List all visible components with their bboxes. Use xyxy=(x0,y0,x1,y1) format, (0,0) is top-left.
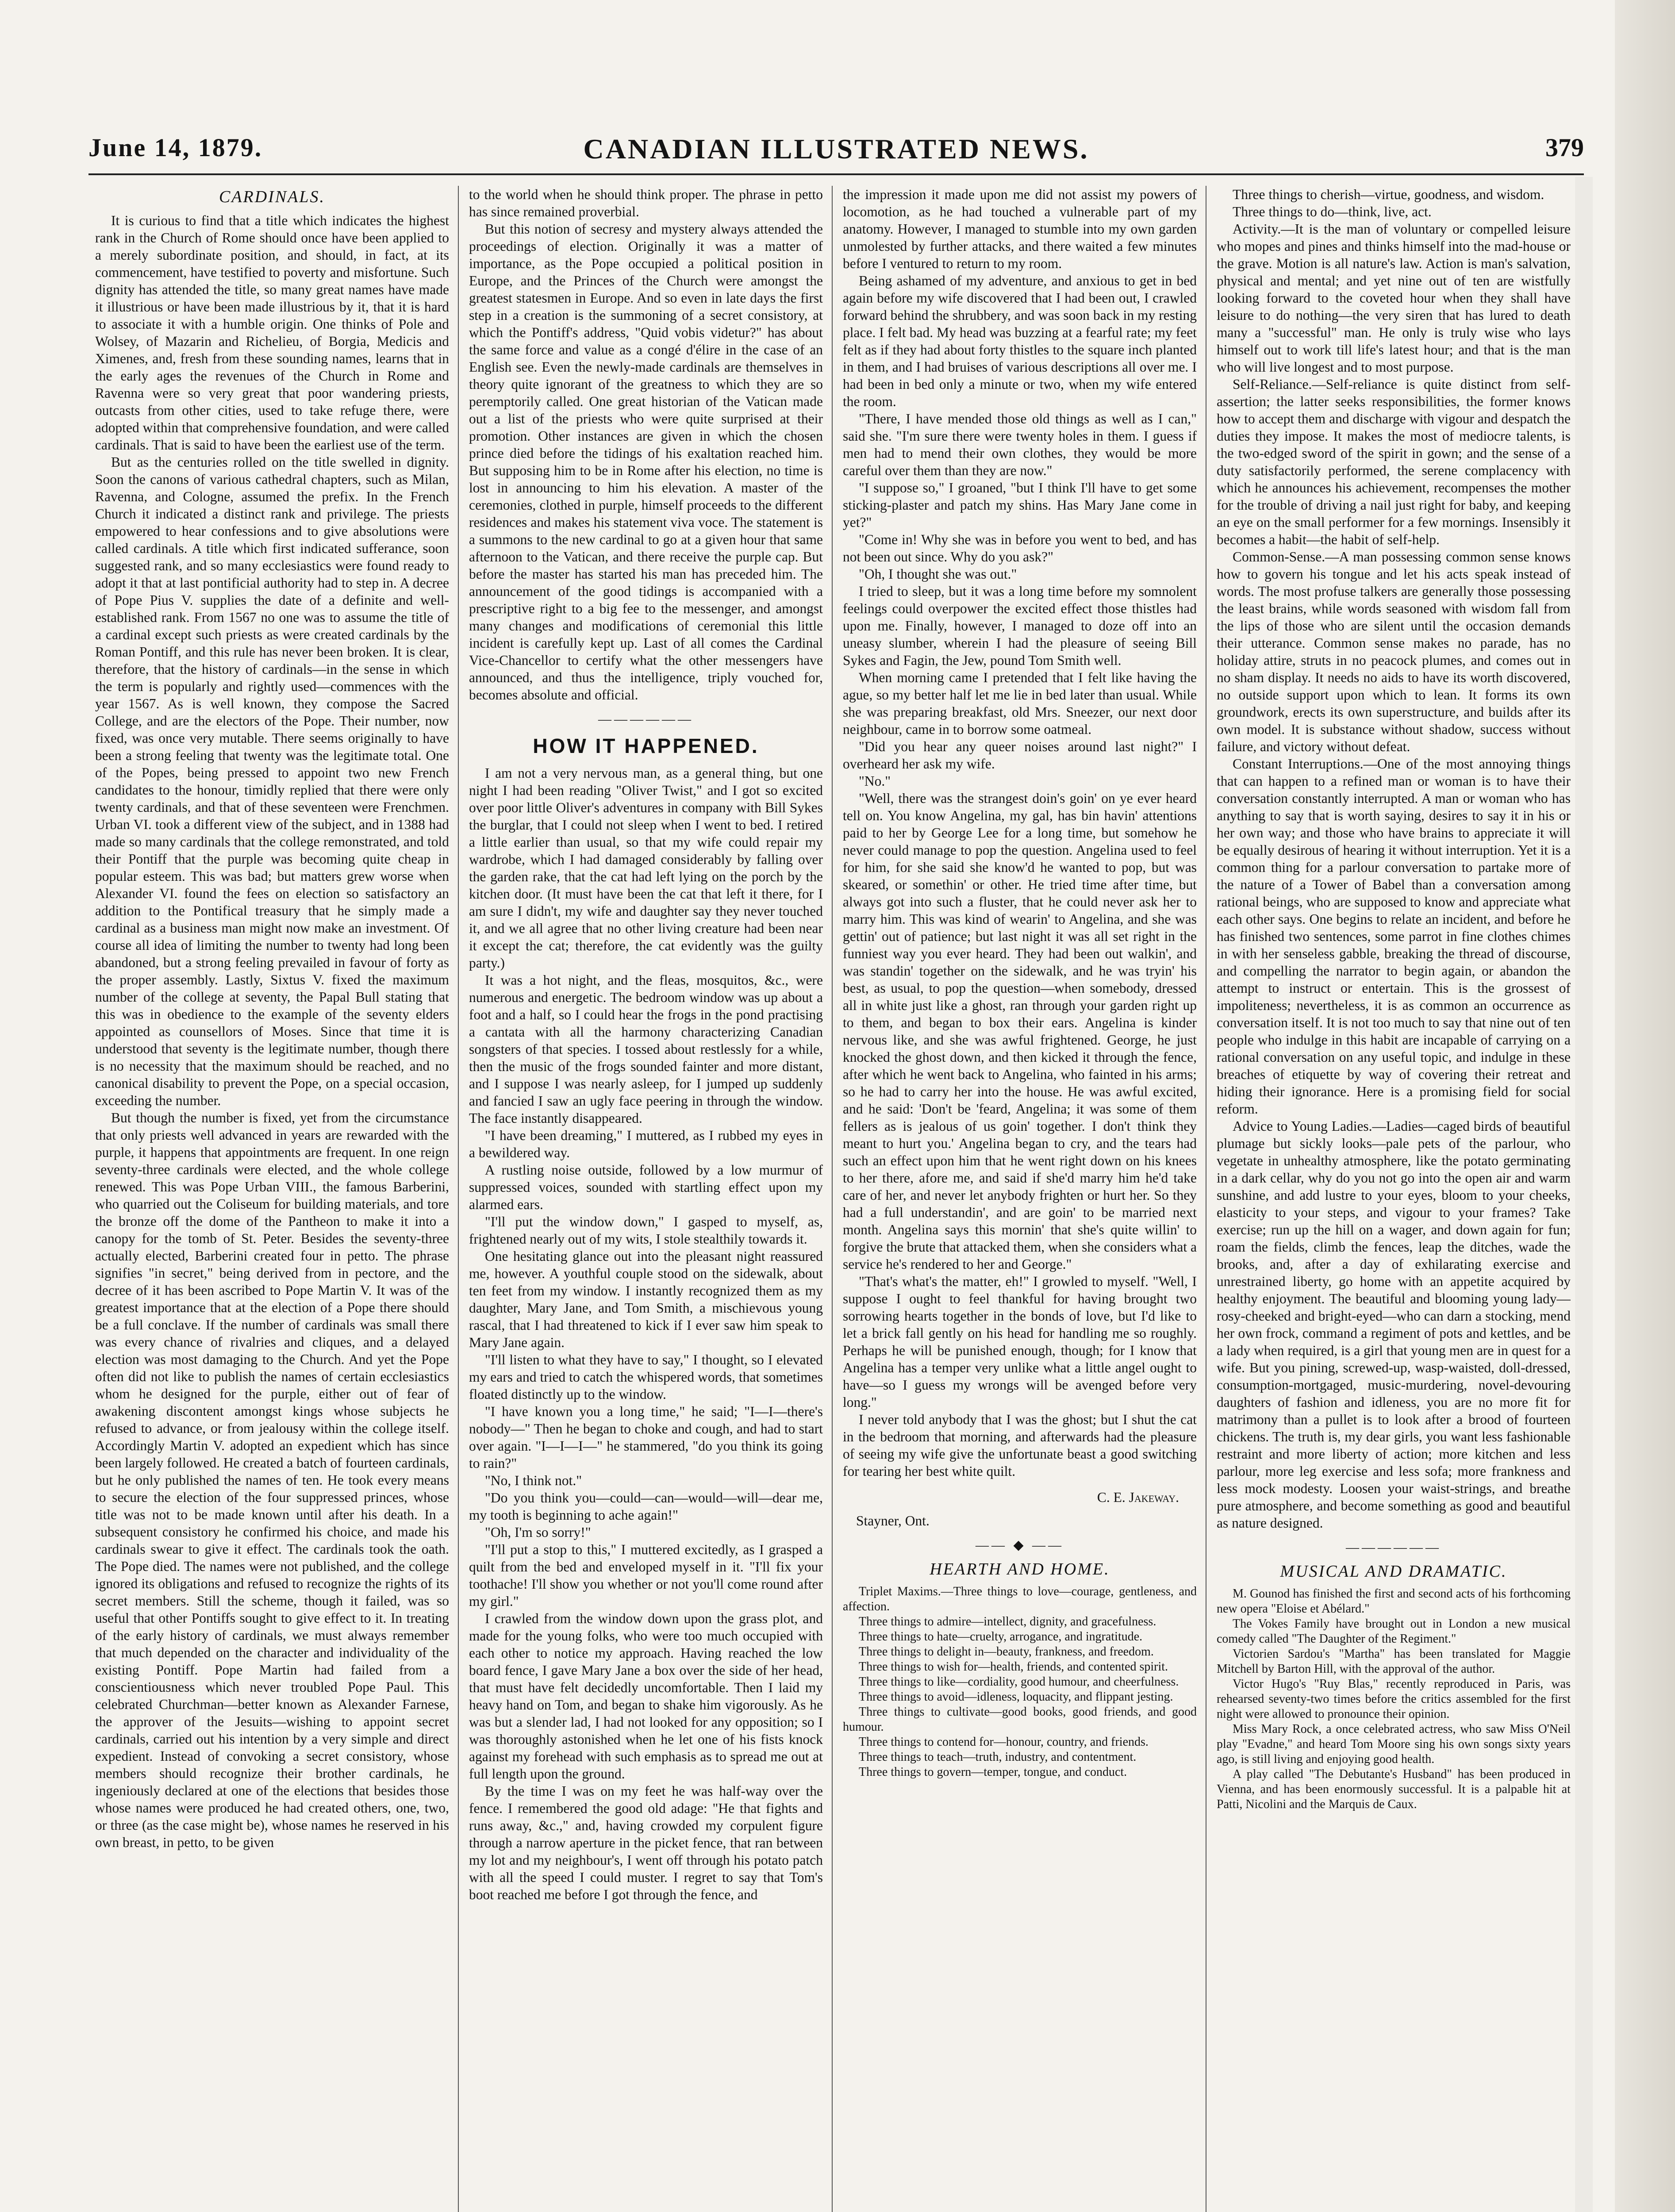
news-item: M. Gounod has finished the first and second acts of his forthcoming new opera "Eloise et Abélard." xyxy=(1217,1587,1571,1616)
maxim-paragraph: Three things to govern—temper, tongue, and conduct. xyxy=(859,1765,1127,1779)
story-paragraph: "I have known you a long time," he said; "I—I—there's nobody—" Then he began to choke and cough, and had to start over again. "I—I—I—" he stammered, "do you think its going to rain?" xyxy=(469,1404,823,1471)
advice-paragraph: Advice to Young Ladies.—Ladies—caged birds of beautiful plumage but sickly looks—pale pets of the parlour, who vegetate in unhealthy atmosphere, like the potato germinating in a dark cellar, why do you not go into the open air and warm sunshine, and add lustre to your eyes, bloom to your cheeks, elasticity to your steps, and vigour to your frames? Take exercise; run up the hill on a wager, and down again for fun; roam the fields, climb the fences, leap the ditches, wade the brooks, and, after a day of exhilarating exercise and unrestrained liberty, go home with an appetite acquired by healthy enjoyment. The beautiful and blooming young lady—rosy-cheeked and bright-eyed—who can darn a stocking, mend her own frock, command a regiment of pots and kettles, and be a lady when required, is a girl that young men are in quest for a wife. But you pining, screwed-up, wasp-waisted, doll-dressed, consumption-mortgaged, music-murdering, novel-devouring daughters of fashion and idleness, you are no more fit for matrimony than a pullet is to look after a brood of fourteen chickens. The truth is, my dear girls, you want less fashionable restraint and more liberty of action; more kitchen and less parlour, more leg exercise and less sofa; more frankness and less mock modesty. Loosen your waist-strings, and breathe pure atmosphere, and become something as good and beautiful as nature designed. xyxy=(1217,1118,1571,1531)
story-paragraph: "No, I think not." xyxy=(485,1473,582,1488)
story-paragraph: Being ashamed of my adventure, and anxious to get in bed again before my wife discovered that I had been out, I crawled forward behind the shrubbery, and was soon back in my resting place. I felt bad. My head was buzzing at a fearful rate; my feet felt as if they had about forty thistles to the square inch planted in them, and I had bruises of various descriptions all over me. I had been in bed only a minute or two, when my wife entered the room. xyxy=(843,273,1197,409)
story-paragraph: One hesitating glance out into the pleasant night reassured me, however. A youthful couple stood on the sidewalk, about ten feet from my window. I instantly recognized them as my daughter, Mary Jane, and Tom Smith, a mischievous young rascal, that I had threatened to kick if I ever saw him speak to Mary Jane again. xyxy=(469,1248,823,1350)
author-place: Stayner, Ont. xyxy=(856,1513,930,1528)
maxim-paragraph: Three things to like—cordiality, good humour, and cheerfulness. xyxy=(859,1675,1179,1689)
separator-ornament: —————— xyxy=(1346,1540,1441,1555)
article-paragraph: to the world when he should think proper. The phrase in petto has since remained proverbial. xyxy=(469,187,823,219)
story-paragraph: I am not a very nervous man, as a general thing, but one night I had been reading "Oliver Twist," and I got so excited over poor little Oliver's adventures in company with Bill Sykes the burglar, that I could not sleep when I went to bed. I retired a little earlier than usual, so that my wife could repair my wardrobe, which I had damaged considerably by falling over the garden rake, that the cat had left lying on the porch by the kitchen door. (It must have been the cat that left it there, for I am sure I didn't, my wife and daughter say they never touched it, and we all agree that no other living creature had been near it except the cat; therefore, the cat evidently was the guilty party.) xyxy=(469,765,823,971)
maxim-paragraph: Three things to wish for—health, friends, and contented spirit. xyxy=(859,1660,1168,1674)
masthead xyxy=(88,133,1584,168)
news-item: The Vokes Family have brought out in London a new musical comedy called "The Daughter of the Regiment." xyxy=(1217,1617,1571,1646)
news-item: A play called "The Debutante's Husband" has been produced in Vienna, and has been enormously successful. It is a palpable hit at Patti, Nicolini and the Marquis de Caux. xyxy=(1217,1767,1571,1811)
maxim-paragraph: Three things to hate—cruelty, arrogance, and ingratitude. xyxy=(859,1630,1143,1644)
story-paragraph: "No." xyxy=(859,773,891,789)
story-paragraph: It was a hot night, and the fleas, mosquitos, &c., were numerous and energetic. The bedroom window was up about a foot and a half, so I could hear the frogs in the pond practising a cantata with all the harmony characterizing Canadian songsters of that species. I tossed about restlessly for a while, then the music of the frogs sounded fainter and more distant, and I suppose I was nearly asleep, for I jumped up suddenly and fancied I saw an ugly face peering in through the window. The face instantly disappeared. xyxy=(469,972,823,1126)
maxim-paragraph: Three things to cherish—virtue, goodness, and wisdom. xyxy=(1233,187,1544,202)
page-number: 379 xyxy=(1545,133,1584,162)
story-paragraph: "I'll put a stop to this," I muttered excitedly, as I grasped a quilt from the bed and enveloped myself in it. "I'll fix your toothache! I'll show you whether or not you'll come round after my girl." xyxy=(469,1542,823,1609)
issue-date: June 14, 1879. xyxy=(88,133,263,162)
news-item: Victor Hugo's "Ruy Blas," recently reproduced in Paris, was rehearsed seventy-two times before the critics assembled for the first night were allowed to pronounce their opinion. xyxy=(1217,1677,1571,1721)
news-item: Miss Mary Rock, a once celebrated actress, who saw Miss O'Neil play "Evadne," and heard Tom Moore sing his own songs sixty years ago, is still living and enjoying good health. xyxy=(1217,1722,1571,1766)
maxim-paragraph: Triplet Maxims.—Three things to love—courage, gentleness, and affection. xyxy=(843,1585,1197,1613)
article-paragraph: But though the number is fixed, yet from the circumstance that only priests well advanced in years are rewarded with the purple, it happens that appointments are frequent. In one reign seventy-three cardinals were elected, and the whole college renewed. This was Pope Urban VIII., the famous Barberini, who quarried out the Coliseum for building materials, and tore the bronze off the dome of the Pantheon to make it into a canopy for the tomb of St. Peter. Besides the seventy-three actually elected, Barberini created four in petto. The phrase signifies "in secret," being derived from in pectore, and the decree of it has been ascribed to Pope Martin V. It was of the greatest importance that at the election of a Pope there should be a full conclave. If the number of cardinals was small there was every chance of rivalries and cliques, and a delayed election was most damaging to the Church. And yet the Pope often did not like to publish the names of certain ecclesiastics whom he designed for the purple, either out of fear of awakening discontent amongst kings whose subjects he refused to advance, or from jealousy within the college itself. Accordingly Martin V. adopted an expedient which has since been largely followed. He created a batch of fourteen cardinals, but he only published the names of ten. He took every means to secure the election of the four suppressed princes, whose title was not to be made known until after his death. In a subsequent consistory he confirmed his choice, and made his cardinals swear to give it effect. The cardinals took the oath. The Pope died. The names were not published, and the college ignored its obligations and refused to recognize the rights of its secret members. Still the scheme, though it failed, was so useful that other Pontiffs sought to give effect to it. In treating of the early history of cardinals, we must always remember that much depended on the character and individuality of the existing Pontiff. Pope Martin had failed from a conscientiousness which never troubled Pope Paul. This celebrated Churchman—better known as Alexander Farnese, the approver of the Jesuits—wishing to appoint secret cardinals, carried out his intention by a very simple and direct expedient. Instead of convoking a secret consistory, whose members should recognize their brother cardinals, he ingeniously declared at one of the elections that besides those whose names were produced he had created others, one, two, or three (as the case might be), whose names he reserved in his own breast, in petto, to be given xyxy=(95,1110,449,1850)
story-paragraph: "Oh, I'm so sorry!" xyxy=(485,1525,591,1540)
story-paragraph: I tried to sleep, but it was a long time before my somnolent feelings could overpower the excited effect those thistles had upon me. Finally, however, I managed to doze off into an uneasy slumber, wherein I had the pleasure of seeing Bill Sykes and Fagin, the Jew, pound Tom Smith well. xyxy=(843,584,1197,668)
common-sense-paragraph: Common-Sense.—A man possessing common sense knows how to govern his tongue and let his acts speak instead of words. The most profuse talkers are generally those possessing the least brains, while words seasoned with wisdom fall from the lips of those who are silent until the occasion demands their utterance. Common sense makes no parade, has no holiday attire, struts in no peacock plumes, and comes out in no sham display. It needs no aids to have its worth discovered, no outside support upon which to lean. It forms its own groundwork, erects its own superstructure, and builds after its own model. It is substance without shadow, success without failure, and victory without defeat. xyxy=(1217,549,1571,754)
story-paragraph: "Do you think you—could—can—would—will—dear me, my tooth is beginning to ache again!" xyxy=(469,1490,823,1523)
story-paragraph: A rustling noise outside, followed by a low murmur of suppressed voices, sounded with startling effect upon my alarmed ears. xyxy=(469,1162,823,1212)
maxim-paragraph: Three things to cultivate—good books, good friends, and good humour. xyxy=(843,1705,1197,1734)
cardinals-heading: CARDINALS. xyxy=(219,188,326,206)
column-2 xyxy=(469,186,823,2212)
column-3 xyxy=(843,186,1197,2212)
news-item: Victorien Sardou's "Martha" has been translated for Maggie Mitchell by Barton Hill, with the approval of the author. xyxy=(1217,1647,1571,1676)
story-paragraph: "Did you hear any queer noises around last night?" I overheard her ask my wife. xyxy=(843,739,1197,772)
maxim-paragraph: Three things to avoid—idleness, loquacity, and flippant jesting. xyxy=(859,1690,1173,1704)
separator-rule: —————— xyxy=(598,712,694,726)
article-paragraph: But as the centuries rolled on the title swelled in dignity. Soon the canons of various cathedral chapters, such as Milan, Ravenna, and Cologne, assumed the prefix. In the French Church it indicated a distinct rank and privilege. The priests empowered to hear confessions and to give absolutions were called cardinals. A title which first indicated sufferance, soon suggested rank, and so many ecclesiastics were found ready to adopt it that at last pontificial authority had to step in. A decree of Pope Pius V. supplies the date of a definite and well-established rank. From 1567 no one was to assume the title of a cardinal except such priests as were created cardinals by the Roman Pontiff, and this rule has never been broken. It is clear, therefore, that the history of cardinals—in the sense in which the term is popularly and rightly used—commences with the year 1567. As is well known, they compose the Sacred College, and are the electors of the Pope. Their number, now fixed, was once very mutable. There seems originally to have been a strong feeling that twenty was the legitimate total. One of the Popes, being pressed to appoint two new French candidates to the honour, timidly replied that there were only twenty cardinals, and that of these seventeen were Frenchmen. Urban VI. took a different view of the subject, and in 1388 had made so many cardinals that the college remonstrated, and told their Pontiff that the purple was becoming quite cheap in popular esteem. This was bad; but matters grew worse when Alexander VI. found the fees on election so satisfactory an addition to the Pontifical treasury that he simply made a cardinal as a business man might now make an investment. Of course all idea of limiting the number to twenty had long been abandoned, but a strong feeling prevailed in favour of forty as the proper assembly. Lastly, Sixtus V. fixed the maximum number of the college at seventy, the Papal Bull stating that this was in obedience to the example of the seventy elders appointed as counsellors of Moses. Since that time it is understood that seventy is the legitimate number, though there is no necessity that the maximum should be reached, and no canonical disability to prevent the Pope, on a special occasion, exceeding the number. xyxy=(95,454,449,1108)
masthead-rule xyxy=(88,173,1584,175)
story-paragraph: "Oh, I thought she was out." xyxy=(859,566,1017,582)
column-divider xyxy=(458,186,459,2212)
page-gutter-shadow xyxy=(1575,177,1593,2212)
separator-ornament: —— ◆ —— xyxy=(975,1538,1064,1552)
maxim-paragraph: Three things to teach—truth, industry, and contentment. xyxy=(859,1750,1137,1764)
maxim-paragraph: Three things to admire—intellect, dignity, and gracefulness. xyxy=(859,1615,1156,1628)
story-paragraph: "I'll listen to what they have to say," I thought, so I elevated my ears and tried to catch the whispered words, that sometimes floated distinctly up to the window. xyxy=(469,1352,823,1402)
maxim-paragraph: Three things to do—think, live, act. xyxy=(1233,204,1432,219)
how-it-happened-heading: HOW IT HAPPENED. xyxy=(533,734,759,757)
story-paragraph: the impression it made upon me did not assist my powers of locomotion, as he had touched a vulnerable part of my anatomy. However, I managed to stumble into my own garden unmolested by further attacks, and there waited a few minutes before I ventured to return to my room. xyxy=(843,187,1197,271)
story-paragraph: "Well, there was the strangest doin's goin' on ye ever heard tell on. You know Angelina, my gal, has bin havin' attentions paid to her by George Lee for a long time, but somehow he never could manage to pop the question. Angelina used to feel for him, for she said she know'd he wanted to pop, but was skeared, or somethin' or other. He tried time after time, but always got into such a fluster, that he could never ask her to marry him. This was kind of wearin' to Angelina, and she was gettin' out of patience; but last night it was all set right in the funniest way you ever heard. They had been out walkin', and was standin' together on the sidewalk, and he was tryin' his best, as usual, to pop the question—when somebody, dressed all in white just like a ghost, ran through your garden right up to them, and began to box their ears. Angelina is kinder nervous like, and she was awful frightened. George, he just knocked the ghost down, and then kicked it through the fence, after which he went back to Angelina, who fainted in his arms; so he had to carry her into the house. He was awful excited, and he said: 'Don't be 'feard, Angelina; it was some of them fellers as is jealous of us goin' together. I don't think they meant to hurt you.' Angelina began to cry, and the tears had such an effect upon him that he went right down on his knees to her there, afore me, and said if she'd marry him he'd take care of her, and never let anybody frighten or hurt her. So they had a full understandin', and are goin' to be married next month. Angelina says this mornin' that she's quite willin' to forgive the brute that attacked them, when she considers what a service he's rendered to her and George." xyxy=(843,791,1197,1272)
story-paragraph: "There, I have mended those old things as well as I can," said she. "I'm sure there were twenty holes in them. I guess if men had to mend their own clothes, they would be more careful over them than they are now." xyxy=(843,411,1197,478)
column-divider xyxy=(832,186,833,2212)
article-paragraph: It is curious to find that a title which indicates the highest rank in the Church of Rome should once have been applied to a merely subordinate position, and should, in fact, at its commencement, have testified to poverty and misfortune. Such dignity has attended the title, so many great names have made it illustrious or have been made illustrious by it, that it is hard to associate it with a humble origin. One thinks of Pole and Wolsey, of Mazarin and Richelieu, of Borgia, Medicis and Ximenes, and, fresh from these sounding names, learns that in the early ages the revenues of the Church in Rome and Ravenna were so very great that poor wandering priests, outcasts from other cities, used to take refuge there, were adopted within that comprehensive foundation, and were called cardinals. That is said to have been the earliest use of the term. xyxy=(95,213,449,453)
story-paragraph: By the time I was on my feet he was half-way over the fence. I remembered the good old adage: "He that fights and runs away, &c.," and, having crowded my corpulent figure through a narrow aperture in the picket fence, that ran between my lot and my neighbour's, I went off through his potato patch with all the speed I could muster. I regret to say that Tom's boot reached me before I got through the fence, and xyxy=(469,1783,823,1902)
story-paragraph: "That's what's the matter, eh!" I growled to myself. "Well, I suppose I ought to feel thankful for having brought two sorrowing hearts together in the bonds of love, but I'd like to let a brick fall gently on his head for handling me so roughly. Perhaps he will be punished enough, though; for I know that Angelina has a temper very unlike what a little angel ought to have—so I guess my wrongs will be avenged before very long." xyxy=(843,1274,1197,1410)
story-paragraph: "I have been dreaming," I muttered, as I rubbed my eyes in a bewildered way. xyxy=(469,1128,823,1160)
musical-and-dramatic-heading: MUSICAL AND DRAMATIC. xyxy=(1280,1562,1507,1581)
article-paragraph: But this notion of secresy and mystery always attended the proceedings of election. Originally it was a matter of importance, as the Pope occupied a political position in Europe, and the Princes of the Church were amongst the greatest statesmen in Europe. And so even in late days the first step in a creation is the summoning of a secret consistory, at which the Pontiff's address, "Quid vobis videtur?" has about the same force and value as a congé d'élire in the case of an English see. Even the newly-made cardinals are themselves in theory quite ignorant of the greatness to which they are so peremptorily called. One great historian of the Vatican made out a list of the priests who were quite surprised at their promotion. Other instances are given in which the chosen prince died before the tidings of his exaltation reached him. But supposing him to be in Rome after his election, no time is lost in announcing to him his elevation. A master of the ceremonies, clothed in purple, himself proceeds to the different residences and makes his statement viva voce. The statement is a summons to the new cardinal to go at a given hour that same afternoon to the Vatican, and there receive the purple cap. But before the master has started his man has preceded him. The announcement of the good tidings is accompanied with a prescriptive right to a big fee to the messenger, and amongst many changes and modifications of ceremonial this little incident is carefully kept up. Last of all comes the Cardinal Vice-Chancellor to certify what the other messengers have announced, and thus the intelligence, triply vouched for, becomes absolute and official. xyxy=(469,221,823,703)
maxim-paragraph: Three things to contend for—honour, country, and friends. xyxy=(859,1735,1149,1749)
maxim-paragraph: Three things to delight in—beauty, frankness, and freedom. xyxy=(859,1645,1154,1659)
author-signature: C. E. Jakeway. xyxy=(1097,1490,1179,1505)
page-edge xyxy=(1615,0,1675,2212)
story-paragraph: When morning came I pretended that I felt like having the ague, so my better half let me lie in bed later than usual. While she was preparing breakfast, old Mrs. Sneezer, our next door neighbour, came in to borrow some oatmeal. xyxy=(843,670,1197,737)
interruptions-paragraph: Constant Interruptions.—One of the most annoying things that can happen to a refined man or woman is to have their conversation constantly interrupted. A man or woman who has anything to say that is worth saying, desires to say it in his or her own way; and those who have brains to appreciate it will be equally desirous of hearing it without interruption. Yet it is a common thing for a parlour conversation to partake more of the nature of a Tower of Babel than a conversation among rational beings, who are supposed to know and appreciate what each other says. One begins to relate an incident, and before he has finished two sentences, some parrot in fine clothes chimes in with her senseless gabble, breaking the thread of discourse, and compelling the narrator to begin again, or abandon the attempt to instruct or entertain. This is the grossest of impoliteness; nevertheless, it is as common an occurrence as conversation itself. It is not too much to say that nine out of ten people who indulge in this habit are incapable of carrying on a rational conversation on any useful topic, and indulge in these breaches of etiquette by way of covering their retreat and hiding their ignorance. Here is a promising field for social reform. xyxy=(1217,756,1571,1117)
hearth-and-home-heading: HEARTH AND HOME. xyxy=(930,1560,1110,1578)
story-paragraph: "I'll put the window down," I gasped to myself, as, frightened nearly out of my wits, I stole stealthily towards it. xyxy=(469,1214,823,1247)
self-reliance-paragraph: Self-Reliance.—Self-reliance is quite distinct from self-assertion; the latter seeks responsibilities, the former knows how to accept them and discharge with vigour and despatch the duties they impose. It makes the most of mediocre talents, is the two-edged sword of the spirit in gown; and the sense of a duty satisfactorily performed, the serene complacency with which he announces his achievement, recompenses the mother for the trouble of driving a nail just right for baby, and keeping an eye on the small performer for a few mornings. Insensibly it becomes a habit—the habit of self-help. xyxy=(1217,376,1571,547)
column-1 xyxy=(95,186,449,2212)
story-paragraph: I crawled from the window down upon the grass plot, and made for the young folks, who were too much occupied with each other to notice my approach. Having reached the low board fence, I gave Mary Jane a box over the side of her head, that must have felt decidedly uncomfortable. Then I laid my heavy hand on Tom, and began to shake him vigorously. As he was but a slender lad, I had not looked for any opposition; so I was thoroughly astonished when he let one of his fists knock against my forehead with such emphasis as to spread me out at full length upon the ground. xyxy=(469,1611,823,1782)
column-4 xyxy=(1217,186,1571,2212)
story-paragraph: "Come in! Why she was in before you went to bed, and has not been out since. Why do you ask?" xyxy=(843,532,1197,565)
activity-paragraph: Activity.—It is the man of voluntary or compelled leisure who mopes and pines and thinks himself into the mad-house or the grave. Motion is all nature's law. Action is man's salvation, physical and mental; and yet nine out of ten are wistfully looking forward to the coveted hour when they shall have leisure to do nothing—the very siren that has lured to death many a "successful" man. He only is truly wise who lays himself out to work till life's latest hour; and that is the man who will live longest and to most purpose. xyxy=(1217,221,1571,375)
story-paragraph: "I suppose so," I groaned, "but I think I'll have to get some sticking-plaster and patch my shins. Has Mary Jane come in yet?" xyxy=(843,480,1197,530)
newspaper-title: CANADIAN ILLUSTRATED NEWS. xyxy=(583,133,1089,165)
story-paragraph: I never told anybody that I was the ghost; but I shut the cat in the bedroom that morning, and afterwards had the pleasure of seeing my wife give the unfortunate beast a good switching for tearing her best white quilt. xyxy=(843,1412,1197,1479)
